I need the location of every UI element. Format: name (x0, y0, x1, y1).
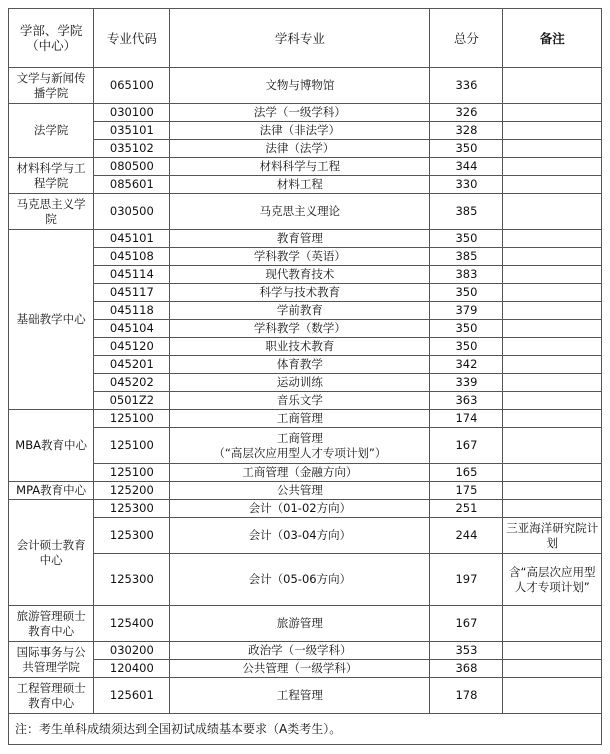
code-cell: 045201 (94, 356, 170, 374)
remark-cell (503, 392, 602, 410)
table-row (9, 176, 602, 194)
major-cell: 学科教学（英语） (170, 248, 430, 266)
major-cell: 会计（05-06方向） (170, 554, 430, 606)
code-cell: 045120 (94, 338, 170, 356)
major-cell: 法律（非法学） (170, 122, 430, 140)
major-cell: 工商管理 (170, 410, 430, 428)
table-row (9, 122, 602, 140)
college-cell: 马克思主义学院 (9, 194, 94, 230)
code-cell: 125300 (94, 518, 170, 554)
code-cell: 045202 (94, 374, 170, 392)
table-row (9, 158, 602, 176)
score-cell: 175 (430, 482, 503, 500)
remark-cell (503, 284, 602, 302)
college-cell: 基础教学中心 (9, 230, 94, 410)
remark-cell (503, 104, 602, 122)
remark-cell (503, 140, 602, 158)
table-row (9, 104, 602, 122)
major-line: 工商管理 (276, 430, 323, 445)
table-row (9, 194, 602, 230)
code-cell: 125601 (94, 678, 170, 714)
score-cell: 350 (430, 284, 503, 302)
score-cell: 350 (430, 320, 503, 338)
remark-cell (503, 374, 602, 392)
score-cell: 251 (430, 500, 503, 518)
score-cell: 350 (430, 338, 503, 356)
major-cell: 学前教育 (170, 302, 430, 320)
major-cell: 会计（01-02方向） (170, 500, 430, 518)
header-remark: 备注 (503, 9, 602, 68)
major-cell: 材料工程 (170, 176, 430, 194)
remark-cell (503, 68, 602, 104)
major-cell: 材料科学与工程 (170, 158, 430, 176)
code-cell: 125100 (94, 410, 170, 428)
code-cell: 030100 (94, 104, 170, 122)
table-row (9, 428, 602, 464)
college-cell: 旅游管理硕士教育中心 (9, 606, 94, 642)
major-cell: 现代教育技术 (170, 266, 430, 284)
score-cell: 368 (430, 660, 503, 678)
footnote: 注：考生单科成绩须达到全国初试成绩基本要求（A类考生）。 (9, 714, 602, 745)
remark-cell (503, 266, 602, 284)
score-table-container (8, 8, 602, 745)
table-row (9, 642, 602, 660)
remark-cell (503, 500, 602, 518)
table-row (9, 68, 602, 104)
college-cell: 会计硕士教育中心 (9, 500, 94, 606)
table-row (9, 338, 602, 356)
code-cell: 125200 (94, 482, 170, 500)
code-cell: 045104 (94, 320, 170, 338)
code-cell: 065100 (94, 68, 170, 104)
table-row (9, 320, 602, 338)
header-code: 专业代码 (94, 9, 170, 68)
remark-cell (503, 606, 602, 642)
score-cell: 178 (430, 678, 503, 714)
major-cell (170, 428, 430, 464)
college-cell: 法学院 (9, 104, 94, 158)
table-row (9, 500, 602, 518)
table-row (9, 518, 602, 554)
remark-cell (503, 302, 602, 320)
major-cell: 公共管理 (170, 482, 430, 500)
remark-cell (503, 464, 602, 482)
table-row (9, 482, 602, 500)
header-score: 总分 (430, 9, 503, 68)
major-cell: 文物与博物馆 (170, 68, 430, 104)
table-row (9, 356, 602, 374)
score-table (8, 8, 602, 745)
code-cell: 080500 (94, 158, 170, 176)
remark-cell (503, 660, 602, 678)
score-cell: 339 (430, 374, 503, 392)
score-cell: 350 (430, 230, 503, 248)
code-cell: 125300 (94, 500, 170, 518)
major-cell: 音乐文学 (170, 392, 430, 410)
major-line-2: （“高层次应用型人才专项计划”） (213, 445, 387, 460)
score-cell: 165 (430, 464, 503, 482)
remark-cell (503, 194, 602, 230)
remark-cell (503, 482, 602, 500)
college-cell: 材料科学与工程学院 (9, 158, 94, 194)
code-cell: 0501Z2 (94, 392, 170, 410)
table-row (9, 554, 602, 606)
code-cell: 035101 (94, 122, 170, 140)
code-cell: 125300 (94, 554, 170, 606)
table-row (9, 284, 602, 302)
table-row (9, 248, 602, 266)
score-cell: 326 (430, 104, 503, 122)
table-row (9, 464, 602, 482)
major-cell: 旅游管理 (170, 606, 430, 642)
remark-cell (503, 230, 602, 248)
table-row (9, 266, 602, 284)
table-row (9, 678, 602, 714)
score-cell: 328 (430, 122, 503, 140)
remark-cell (503, 176, 602, 194)
score-cell: 330 (430, 176, 503, 194)
major-cell: 政治学（一级学科） (170, 642, 430, 660)
score-cell: 363 (430, 392, 503, 410)
score-cell: 336 (430, 68, 503, 104)
remark-cell: 三亚海洋研究院计划 (503, 518, 602, 554)
code-cell: 045101 (94, 230, 170, 248)
major-cell: 科学与技术教育 (170, 284, 430, 302)
score-cell: 383 (430, 266, 503, 284)
code-cell: 120400 (94, 660, 170, 678)
remark-cell (503, 678, 602, 714)
major-cell: 工商管理（金融方向） (170, 464, 430, 482)
score-cell: 167 (430, 428, 503, 464)
table-row (9, 660, 602, 678)
major-cell: 体育教学 (170, 356, 430, 374)
college-cell: 工程管理硕士教育中心 (9, 678, 94, 714)
score-cell: 174 (430, 410, 503, 428)
table-row (9, 392, 602, 410)
remark-cell (503, 356, 602, 374)
college-cell: MPA教育中心 (9, 482, 94, 500)
score-cell: 244 (430, 518, 503, 554)
code-cell: 085601 (94, 176, 170, 194)
major-cell: 法律（法学） (170, 140, 430, 158)
table-row (9, 140, 602, 158)
major-cell: 会计（03-04方向） (170, 518, 430, 554)
code-cell: 045118 (94, 302, 170, 320)
table-row (9, 230, 602, 248)
score-cell: 385 (430, 194, 503, 230)
table-row (9, 374, 602, 392)
table-row (9, 302, 602, 320)
remark-cell: 含“高层次应用型人才专项计划” (503, 554, 602, 606)
score-cell: 350 (430, 140, 503, 158)
major-cell: 法学（一级学科） (170, 104, 430, 122)
major-cell: 马克思主义理论 (170, 194, 430, 230)
score-cell: 167 (430, 606, 503, 642)
remark-cell (503, 338, 602, 356)
code-cell: 030200 (94, 642, 170, 660)
score-cell: 353 (430, 642, 503, 660)
note-row (9, 714, 602, 745)
code-cell: 045117 (94, 284, 170, 302)
code-cell: 125100 (94, 428, 170, 464)
code-cell: 045114 (94, 266, 170, 284)
score-cell: 197 (430, 554, 503, 606)
major-cell: 学科教学（数学） (170, 320, 430, 338)
remark-cell (503, 428, 602, 464)
college-cell: 国际事务与公共管理学院 (9, 642, 94, 678)
remark-cell (503, 320, 602, 338)
major-cell: 教育管理 (170, 230, 430, 248)
major-cell: 职业技术教育 (170, 338, 430, 356)
remark-cell (503, 410, 602, 428)
college-cell: 文学与新闻传播学院 (9, 68, 94, 104)
score-cell: 379 (430, 302, 503, 320)
code-cell: 045108 (94, 248, 170, 266)
remark-cell (503, 122, 602, 140)
table-row (9, 606, 602, 642)
table-row (9, 410, 602, 428)
major-cell: 运动训练 (170, 374, 430, 392)
score-cell: 342 (430, 356, 503, 374)
major-cell: 工程管理 (170, 678, 430, 714)
code-cell: 125100 (94, 464, 170, 482)
header-row (9, 9, 602, 68)
code-cell: 035102 (94, 140, 170, 158)
remark-cell (503, 642, 602, 660)
header-major: 学科专业 (170, 9, 430, 68)
remark-cell (503, 248, 602, 266)
major-cell: 公共管理（一级学科） (170, 660, 430, 678)
code-cell: 125400 (94, 606, 170, 642)
score-cell: 385 (430, 248, 503, 266)
score-cell: 344 (430, 158, 503, 176)
remark-cell (503, 158, 602, 176)
college-cell: MBA教育中心 (9, 410, 94, 482)
header-college: 学部、学院（中心） (9, 9, 94, 68)
code-cell: 030500 (94, 194, 170, 230)
